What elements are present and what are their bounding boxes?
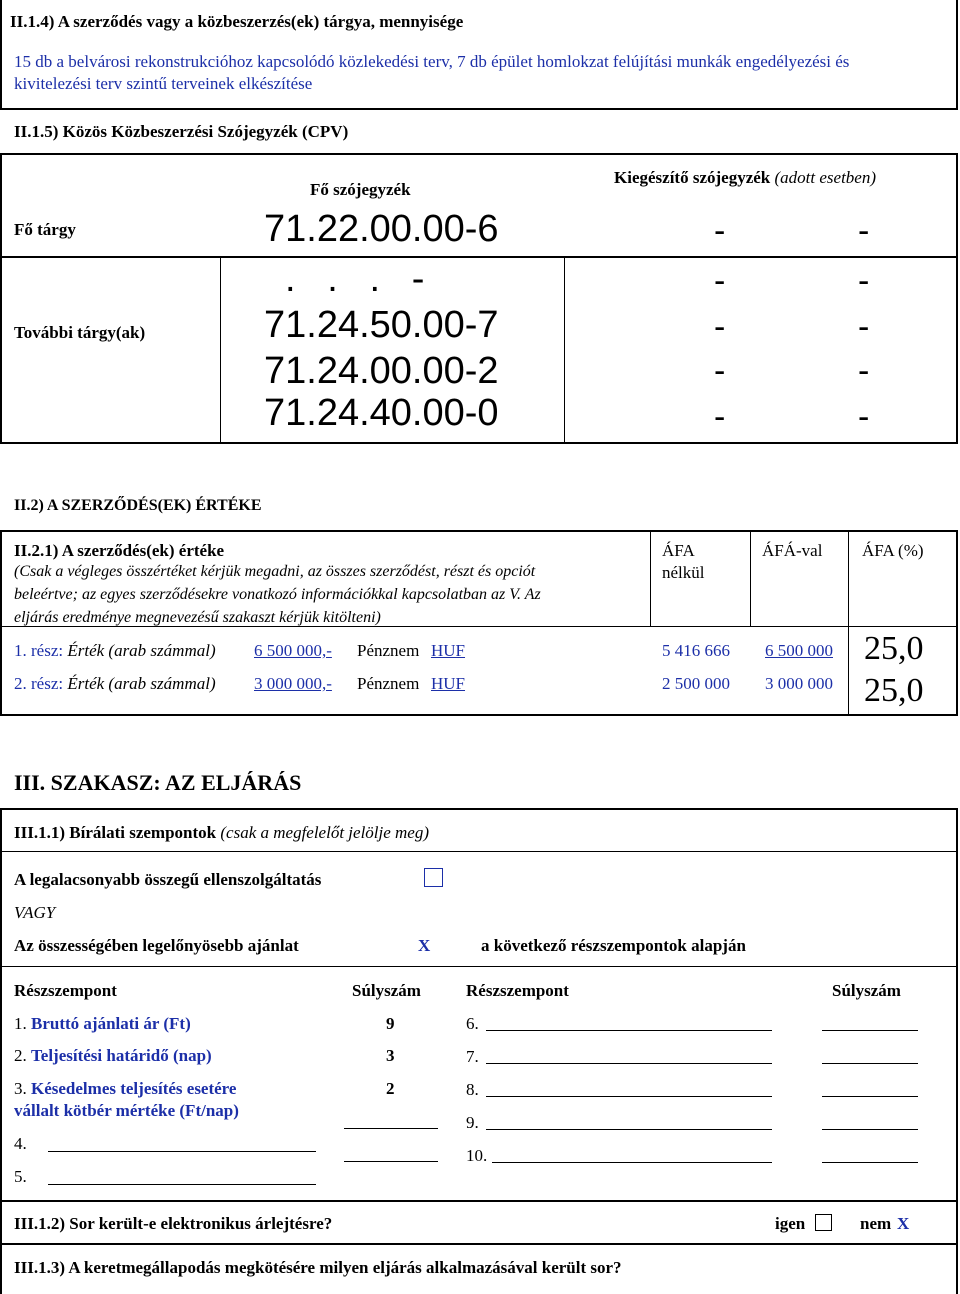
subcrit-3-label: Késedelmes teljesítés esetére (31, 1079, 237, 1098)
section-ii-1-4-title: II.1.4) A szerződés vagy a közbeszerzés(ek) tárgya, mennyisége (10, 12, 464, 31)
row1-gross: 6 500 000 (765, 641, 833, 660)
cpv-other-label: További tárgy(ak) (14, 323, 146, 342)
cpv-other-dash-1b: - (858, 262, 870, 300)
auction-yes-checkbox[interactable] (815, 1214, 832, 1231)
subcrit-5-num: 5. (14, 1167, 27, 1186)
col-subcrit-left: Részszempont (14, 981, 117, 1000)
cpv-col-sup-bold: Kiegészítő szójegyzék (614, 168, 771, 187)
row1-value: 6 500 000,- (254, 641, 332, 660)
cpv-title: II.1.5) Közös Közbeszerzési Szójegyzék (CPV) (14, 122, 349, 141)
row2-gross: 3 000 000 (765, 674, 833, 693)
framework-top-rule (0, 1243, 958, 1245)
cpv-other-dash-4a: - (714, 398, 726, 436)
cpv-other-code-3: 71.24.40.00-0 (264, 392, 499, 434)
row1-currency-label: Pénznem (357, 641, 420, 660)
subcrit-7-num: 7. (466, 1047, 479, 1066)
value-row-1 (14, 641, 216, 661)
cpv-top-rule (0, 153, 958, 155)
col-weight-left: Súlyszám (352, 981, 421, 1000)
value-divider-1 (650, 531, 651, 627)
value-divider-3 (848, 531, 849, 715)
cpv-divider-left (220, 257, 221, 442)
value-border-left (0, 530, 2, 716)
cpv-other-dash-3a: - (714, 352, 726, 390)
value-divider-2 (750, 531, 751, 627)
subcrit-4-num: 4. (14, 1134, 27, 1153)
subcrit-6-blank[interactable] (486, 1030, 772, 1031)
cpv-other-dash-4b: - (858, 398, 870, 436)
section-iii-heading: III. SZAKASZ: AZ ELJÁRÁS (14, 770, 302, 795)
cpv-main-sup-dash-1: - (714, 212, 726, 250)
subcrit-8-blank[interactable] (486, 1096, 772, 1097)
cpv-col-supplementary (614, 168, 876, 188)
crit-border-left (0, 808, 2, 1294)
subcrit-6-num: 6. (466, 1014, 479, 1033)
cpv-other-dash-1a: - (714, 262, 726, 300)
row2-label: 2. rész: (14, 674, 64, 693)
subcrit-3-weight: 2 (386, 1079, 395, 1098)
value-bottom-rule (0, 714, 958, 716)
auction-top-rule (0, 1200, 958, 1202)
best-value-suffix: a következő részszempontok alapján (481, 936, 746, 955)
row2-value: 3 000 000,- (254, 674, 332, 693)
subcrit-10-blank[interactable] (492, 1162, 772, 1163)
option-best-value: Az összességében legelőnyösebb ajánlat (14, 936, 299, 955)
row1-label: 1. rész: (14, 641, 64, 660)
subcrit-2-label: Teljesítési határidő (nap) (31, 1046, 212, 1065)
lowest-price-checkbox[interactable] (424, 868, 443, 887)
weight-8-blank[interactable] (822, 1096, 918, 1097)
subcrit-4-blank[interactable] (48, 1151, 316, 1152)
cpv-col-main: Fő szójegyzék (310, 180, 411, 199)
col-net-line2: nélkül (662, 563, 705, 582)
row2-label-italic: Érték (arab számmal) (67, 674, 216, 693)
cpv-main-code: 71.22.00.00-6 (264, 208, 499, 250)
row1-currency: HUF (431, 641, 466, 660)
cpv-bottom-rule (0, 442, 958, 444)
subcrit-9-num: 9. (466, 1113, 479, 1132)
crit-title-row (14, 823, 429, 843)
weight-6-blank[interactable] (822, 1030, 918, 1031)
row1-pct: 25,0 (864, 630, 924, 667)
crit-title: III.1.1) Bírálati szempontok (14, 823, 217, 842)
subcrit-2-num: 2. (14, 1046, 27, 1065)
cpv-divider-right (564, 257, 565, 442)
cpv-col-sup-italic: (adott esetben) (774, 168, 876, 187)
cpv-other-dots: . . . - (285, 258, 425, 300)
cpv-main-label: Fő tárgy (14, 220, 76, 239)
subcrit-10-num: 10. (466, 1146, 488, 1165)
cpv-other-dash-2a: - (714, 308, 726, 346)
crit-border-right (956, 808, 958, 1294)
auction-no-label: nem (860, 1214, 892, 1233)
subcrit-2-weight: 3 (386, 1046, 395, 1065)
col-vat-pct: ÁFA (%) (862, 541, 924, 560)
subcrit-1-label: Bruttó ajánlati ár (Ft) (31, 1014, 191, 1033)
cpv-other-dash-2b: - (858, 308, 870, 346)
option-or: VAGY (14, 903, 56, 922)
crit-title-italic: (csak a megfelelőt jelölje meg) (220, 823, 430, 842)
weight-9-blank[interactable] (822, 1129, 918, 1130)
cpv-other-dash-3b: - (858, 352, 870, 390)
subcrit-7-blank[interactable] (486, 1063, 772, 1064)
value-top-rule (0, 530, 958, 532)
value-note-line3: eljárás eredménye megnevezésű szakaszt kérjük kitölteni) (14, 609, 381, 626)
row2-currency: HUF (431, 674, 466, 693)
weight-7-blank[interactable] (822, 1063, 918, 1064)
cpv-border-left (0, 153, 2, 443)
weight-5-blank[interactable] (344, 1161, 438, 1162)
cpv-middle-rule (0, 256, 958, 258)
row2-currency-label: Pénznem (357, 674, 420, 693)
crit-title-rule (0, 851, 958, 852)
contract-description-line1: 15 db a belvárosi rekonstrukcióhoz kapcsolódó közlekedési terv, 7 db épület homlokzat felújítási munkák engedélyezési és (14, 52, 850, 71)
cpv-main-sup-dash-2: - (858, 212, 870, 250)
contract-description-line2: kivitelezési terv szintű terveinek elkészítése (14, 74, 313, 93)
auction-no-mark[interactable]: X (897, 1214, 910, 1233)
option-lowest-price: A legalacsonyabb összegű ellenszolgáltatás (14, 870, 322, 889)
subcrit-8-num: 8. (466, 1080, 479, 1099)
row2-pct: 25,0 (864, 672, 924, 709)
subcrit-9-blank[interactable] (486, 1129, 772, 1130)
row1-label-italic: Érték (arab számmal) (67, 641, 216, 660)
col-subcrit-right: Részszempont (466, 981, 569, 1000)
weight-4-blank[interactable] (344, 1128, 438, 1129)
value-border-right (956, 530, 958, 716)
col-gross: ÁFÁ-val (762, 541, 823, 560)
cpv-border-right (956, 153, 958, 443)
subcrit-5-blank[interactable] (48, 1184, 316, 1185)
row2-net: 2 500 000 (662, 674, 730, 693)
col-weight-right: Súlyszám (832, 981, 901, 1000)
weight-10-blank[interactable] (822, 1162, 918, 1163)
subcrit-item-2 (14, 1046, 212, 1066)
subcrit-top-rule (0, 966, 958, 967)
value-note-line1: (Csak a végleges összértéket kérjük megadni, az összes szerződést, részt és opciót (14, 563, 536, 580)
subcrit-1-weight: 9 (386, 1014, 395, 1033)
subcrit-3-label-line2: vállalt kötbér mértéke (Ft/nap) (14, 1101, 239, 1120)
subcrit-item-3 (14, 1079, 236, 1099)
crit-top-rule (0, 808, 958, 810)
subcrit-item-1 (14, 1014, 191, 1034)
value-note-line2: beleértve; az egyes szerződésekre vonatkozó információkkal kapcsolatban az V. Az (14, 586, 541, 603)
best-value-mark[interactable]: X (418, 936, 431, 955)
subcrit-1-num: 1. (14, 1014, 27, 1033)
subcrit-3-num: 3. (14, 1079, 27, 1098)
auction-question: III.1.2) Sor került-e elektronikus árlejtésre? (14, 1214, 333, 1233)
value-row-2 (14, 674, 216, 694)
cpv-other-code-2: 71.24.00.00-2 (264, 350, 499, 392)
section-ii-2-heading: II.2) A SZERZŐDÉS(EK) ÉRTÉKE (14, 497, 262, 514)
cpv-other-code-1: 71.24.50.00-7 (264, 304, 499, 346)
framework-question: III.1.3) A keretmegállapodás megkötésére milyen eljárás alkalmazásával került sor? (14, 1258, 622, 1277)
col-net-line1: ÁFA (662, 541, 695, 560)
auction-yes-label: igen (775, 1214, 806, 1233)
value-subtitle: II.2.1) A szerződés(ek) értéke (14, 541, 225, 560)
row1-net: 5 416 666 (662, 641, 730, 660)
